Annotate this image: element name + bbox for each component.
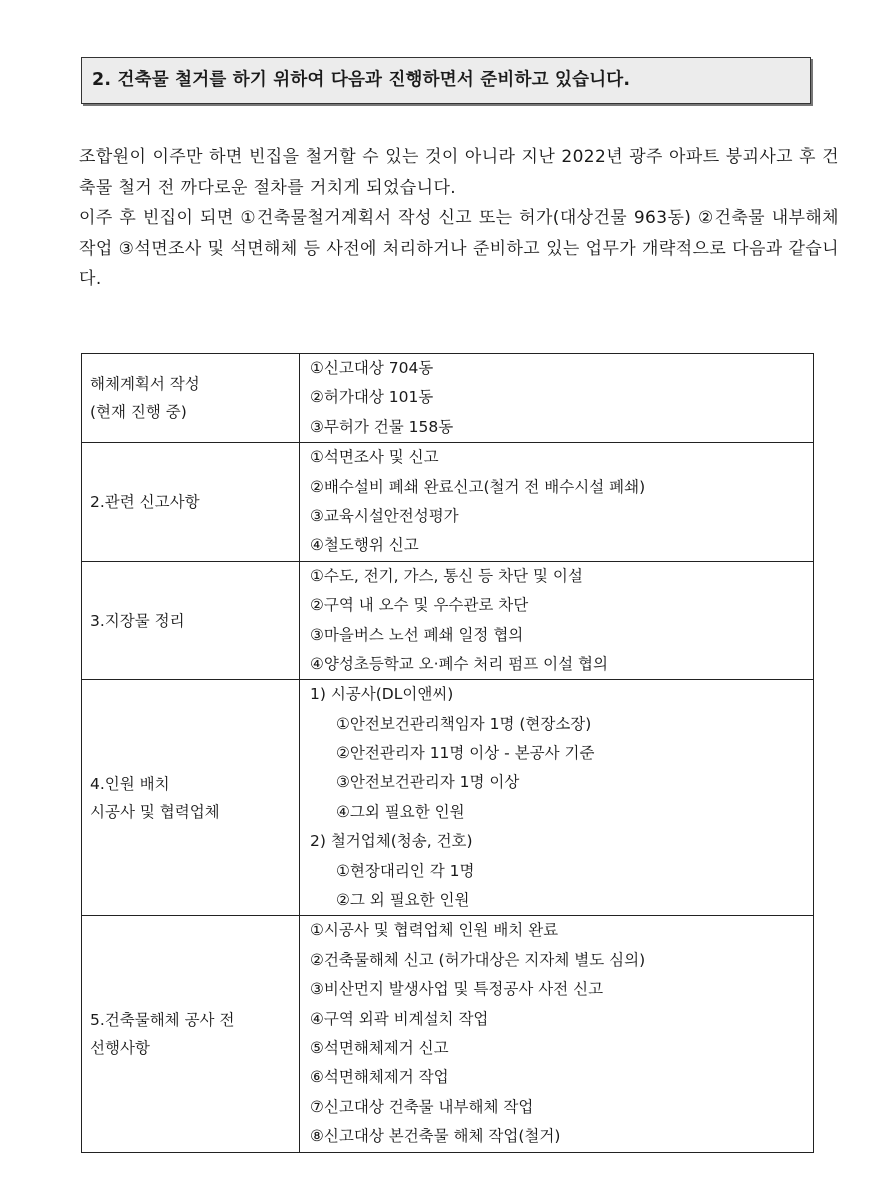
list-item: ③교육시설안전성평가 xyxy=(310,506,459,525)
table-row xyxy=(82,916,814,1152)
table-row xyxy=(82,443,814,562)
category-label: 해체계획서 작성 xyxy=(90,375,200,394)
items-cell xyxy=(300,561,814,680)
table-row xyxy=(82,354,814,443)
category-label: 3.지장물 정리 xyxy=(90,611,185,630)
list-item: ⑦신고대상 건축물 내부해체 작업 xyxy=(310,1097,534,1116)
list-item: ③비산먼지 발생사업 및 특정공사 사전 신고 xyxy=(310,980,604,999)
intro-paragraph: 조합원이 이주만 하면 빈집을 철거할 수 있는 것이 아니라 지난 2022년 광주 아파트 붕괴사고 후 건축물 철거 전 까다로운 절차를 거치게 되었습니다. xyxy=(79,147,839,198)
list-item: ③안전보건관리자 1명 이상 xyxy=(336,773,520,792)
category-cell xyxy=(82,354,300,443)
list-item: ④그외 필요한 인원 xyxy=(336,802,465,821)
list-item: ①석면조사 및 신고 xyxy=(310,448,439,467)
list-item: 1) 시공사(DL이앤씨) xyxy=(310,685,454,704)
list-item: ②구역 내 오수 및 우수관로 차단 xyxy=(310,596,529,615)
category-cell xyxy=(82,443,300,562)
list-item: ①시공사 및 협력업체 인원 배치 완료 xyxy=(310,921,559,940)
items-cell xyxy=(300,354,814,443)
intro-text xyxy=(79,142,839,295)
items-cell xyxy=(300,443,814,562)
section-heading: 2. 건축물 철거를 하기 위하여 다음과 진행하면서 준비하고 있습니다. xyxy=(81,57,811,104)
category-cell xyxy=(82,680,300,916)
category-label: 5.건축물해체 공사 전 xyxy=(90,1010,235,1029)
category-label: (현재 진행 중) xyxy=(90,403,187,422)
list-item: ②배수설비 폐쇄 완료신고(철거 전 배수시설 폐쇄) xyxy=(310,477,646,496)
list-item: ①신고대상 704동 xyxy=(310,359,434,377)
list-item: ①안전보건관리책임자 1명 (현장소장) xyxy=(336,714,592,733)
category-cell xyxy=(82,916,300,1152)
category-label: 4.인원 배치 xyxy=(90,774,170,793)
list-item: ②허가대상 101동 xyxy=(310,388,434,407)
items-cell xyxy=(300,916,814,1152)
list-item: ④구역 외곽 비계설치 작업 xyxy=(310,1009,489,1028)
list-item: ⑤석면해체제거 신고 xyxy=(310,1038,449,1057)
category-label: 선행사항 xyxy=(90,1038,150,1057)
list-item: ⑧신고대상 본건축물 해체 작업(철거) xyxy=(310,1127,561,1146)
demolition-plan-table xyxy=(81,353,814,1153)
list-item: ①수도, 전기, 가스, 통신 등 차단 및 이설 xyxy=(310,566,583,585)
table-row xyxy=(82,680,814,916)
category-label: 2.관련 신고사항 xyxy=(90,492,200,511)
list-item: ③마을버스 노선 폐쇄 일정 협의 xyxy=(310,625,524,644)
list-item: ⑥석면해체제거 작업 xyxy=(310,1068,449,1087)
list-item: ②안전관리자 11명 이상 - 본공사 기준 xyxy=(336,744,595,763)
list-item: ③무허가 건물 158동 xyxy=(310,417,454,436)
list-item: 2) 철거업체(청송, 건호) xyxy=(310,832,473,851)
list-item: ②건축물해체 신고 (허가대상은 지자체 별도 심의) xyxy=(310,950,646,969)
table-row xyxy=(82,561,814,680)
category-cell xyxy=(82,561,300,680)
list-item: ②그 외 필요한 인원 xyxy=(336,891,470,910)
list-item: ④철도행위 신고 xyxy=(310,536,419,555)
list-item: ④양성초등학교 오·폐수 처리 펌프 이설 협의 xyxy=(310,654,608,673)
list-item: ①현장대리인 각 1명 xyxy=(336,861,475,880)
items-cell xyxy=(300,680,814,916)
intro-paragraph: 이주 후 빈집이 되면 ①건축물철거계획서 작성 신고 또는 허가(대상건물 963동) ②건축물 내부해체작업 ③석면조사 및 석면해체 등 사전에 처리하거나 준비하고 있는 업무가 개략적으로 다음과 같습니다. xyxy=(79,208,839,289)
category-label: 시공사 및 협력업체 xyxy=(90,802,220,821)
